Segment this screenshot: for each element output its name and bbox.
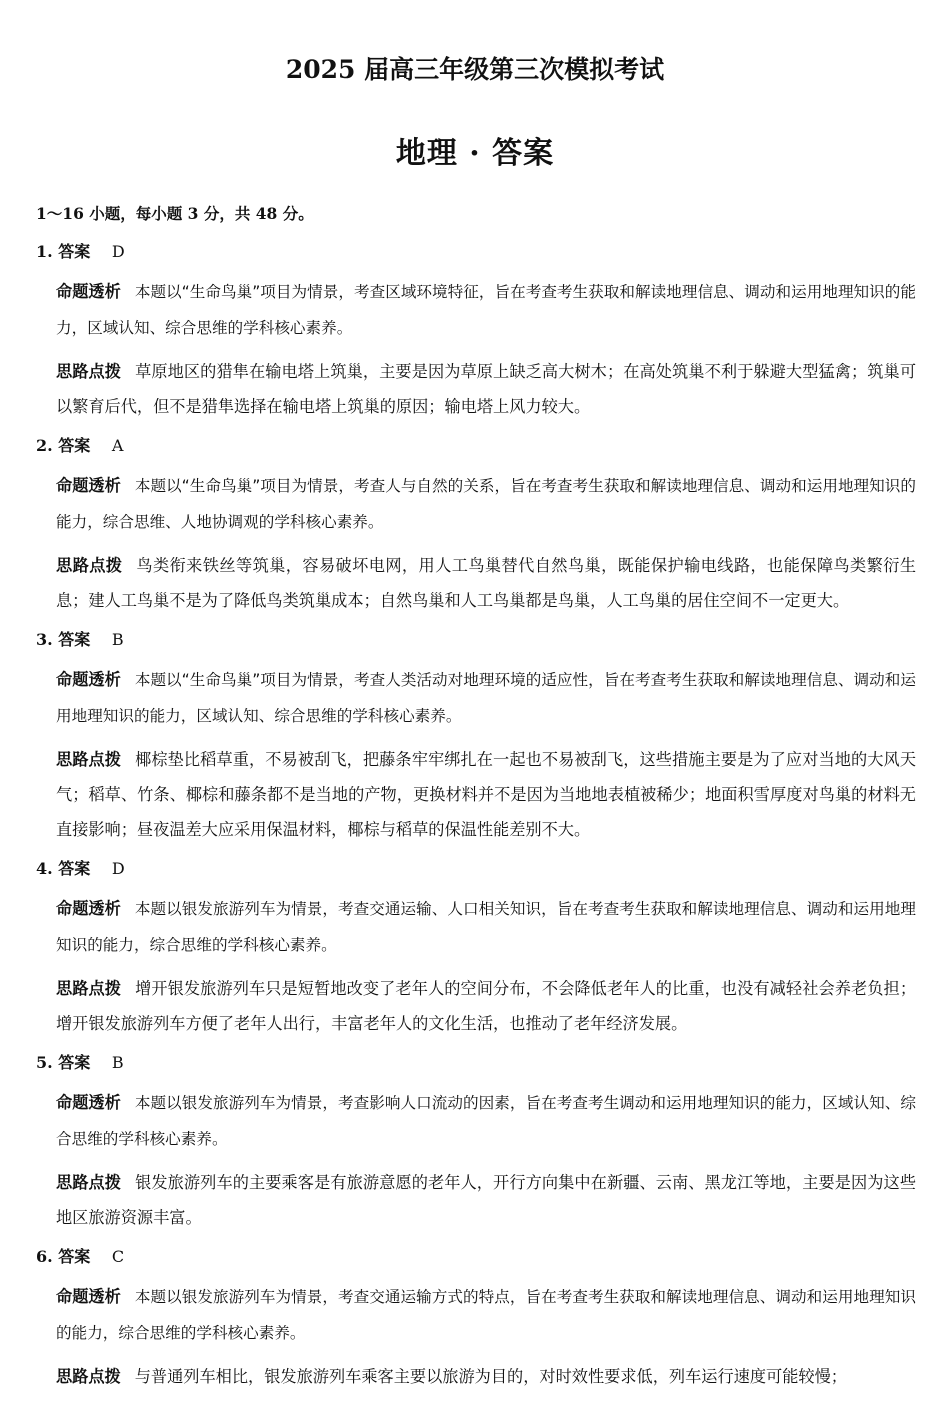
question-1 — [36, 238, 916, 424]
answer-value: B — [111, 1053, 124, 1072]
question-header — [36, 432, 916, 460]
answer-label: 答案 — [58, 242, 91, 261]
question-number: 5. — [36, 1053, 53, 1072]
hint-paragraph — [56, 1359, 916, 1394]
question-header — [36, 1243, 916, 1271]
answer-value: A — [111, 436, 124, 455]
analysis-text: 本题以“生命鸟巢”项目为情景，考查人与自然的关系，旨在考查考生获取和解读地理信息、调动和运用地理知识的能力，综合思维、人地协调观的学科核心素养。 — [56, 477, 916, 531]
hint-label: 思路点拨 — [56, 556, 123, 575]
hint-paragraph — [56, 354, 916, 424]
question-number: 3. — [36, 630, 53, 649]
answer-label: 答案 — [58, 436, 91, 455]
question-header — [36, 626, 916, 654]
analysis-text: 本题以银发旅游列车为情景，考查影响人口流动的因素，旨在考查考生调动和运用地理知识的能力，区域认知、综合思维的学科核心素养。 — [56, 1094, 916, 1148]
hint-text: 椰棕垫比稻草重，不易被刮飞，把藤条牢牢绑扎在一起也不易被刮飞，这些措施主要是为了应对当地的大风天气；稻草、竹条、椰棕和藤条都不是当地的产物，更换材料并不是因为当地地表植被稀少；地面积雪厚度对鸟巢的材料无直接影响；昼夜温差大应采用保温材料，椰棕与稻草的保温性能差别不大。 — [56, 750, 917, 839]
analysis-paragraph — [56, 891, 916, 963]
analysis-label: 命题透析 — [56, 282, 121, 301]
hint-label: 思路点拨 — [56, 362, 122, 381]
answer-content — [36, 199, 916, 1402]
question-number: 1. — [36, 242, 53, 261]
hint-text: 银发旅游列车的主要乘客是有旅游意愿的老年人，开行方向集中在新疆、云南、黑龙江等地，主要是因为这些地区旅游资源丰富。 — [56, 1173, 917, 1227]
answer-label: 答案 — [58, 630, 91, 649]
analysis-label: 命题透析 — [56, 476, 121, 495]
hint-paragraph — [56, 742, 916, 847]
question-header — [36, 855, 916, 883]
hint-label: 思路点拨 — [56, 979, 122, 998]
analysis-label: 命题透析 — [56, 670, 121, 689]
hint-text: 鸟类衔来铁丝等筑巢，容易破坏电网，用人工鸟巢替代自然鸟巢，既能保护输电线路，也能保障鸟类繁衍生息；建人工鸟巢不是为了降低鸟类筑巢成本；自然鸟巢和人工鸟巢都是鸟巢，人工鸟巢的居住空间不一定更大。 — [56, 556, 917, 610]
answer-label: 答案 — [58, 1247, 91, 1266]
analysis-paragraph — [56, 274, 916, 346]
question-number: 2. — [36, 436, 53, 455]
hint-label: 思路点拨 — [56, 1173, 122, 1192]
hint-paragraph — [56, 548, 916, 618]
question-header — [36, 238, 916, 266]
analysis-label: 命题透析 — [56, 899, 121, 918]
hint-paragraph — [56, 971, 916, 1041]
analysis-label: 命题透析 — [56, 1093, 121, 1112]
hint-text: 草原地区的猎隼在输电塔上筑巢，主要是因为草原上缺乏高大树木；在高处筑巢不利于躲避大型猛禽；筑巢可以繁育后代，但不是猎隼选择在输电塔上筑巢的原因；输电塔上风力较大。 — [56, 362, 917, 416]
page-subtitle: 地理 · 答案 — [395, 136, 555, 171]
hint-label: 思路点拨 — [56, 1367, 121, 1386]
answer-value: C — [111, 1247, 125, 1266]
hint-paragraph — [56, 1165, 916, 1235]
question-2 — [36, 432, 916, 618]
question-number: 4. — [36, 859, 53, 878]
analysis-paragraph — [56, 468, 916, 540]
analysis-text: 本题以“生命鸟巢”项目为情景，考查区域环境特征，旨在考查考生获取和解读地理信息、调动和运用地理知识的能力，区域认知、综合思维的学科核心素养。 — [56, 283, 916, 337]
analysis-paragraph — [56, 662, 916, 734]
page-title: 2025 届高三年级第三次模拟考试 — [285, 55, 665, 84]
question-5 — [36, 1049, 916, 1235]
analysis-paragraph — [56, 1085, 916, 1157]
answer-label: 答案 — [58, 1053, 91, 1072]
analysis-text: 本题以“生命鸟巢”项目为情景，考查人类活动对地理环境的适应性，旨在考查考生获取和解读地理信息、调动和运用地理知识的能力，区域认知、综合思维的学科核心素养。 — [56, 671, 916, 725]
question-6 — [36, 1243, 916, 1394]
answer-label: 答案 — [58, 859, 91, 878]
question-header — [36, 1049, 916, 1077]
question-3 — [36, 626, 916, 847]
question-4 — [36, 855, 916, 1041]
hint-text: 增开银发旅游列车只是短暂地改变了老年人的空间分布，不会降低老年人的比重，也没有减轻社会养老负担；增开银发旅游列车方便了老年人出行，丰富老年人的文化生活，也推动了老年经济发展。 — [56, 979, 917, 1033]
answer-value: D — [111, 242, 125, 261]
hint-text: 与普通列车相比，银发旅游列车乘客主要以旅游为目的，对时效性要求低，列车运行速度可能较慢； — [134, 1367, 847, 1386]
answer-value: D — [111, 859, 125, 878]
analysis-label: 命题透析 — [56, 1287, 121, 1306]
analysis-text: 本题以银发旅游列车为情景，考查交通运输、人口相关知识，旨在考查考生获取和解读地理信息、调动和运用地理知识的能力，综合思维的学科核心素养。 — [56, 900, 916, 954]
question-number: 6. — [36, 1247, 53, 1266]
answer-value: B — [111, 630, 124, 649]
analysis-text: 本题以银发旅游列车为情景，考查交通运输方式的特点，旨在考查考生获取和解读地理信息、调动和运用地理知识的能力，综合思维的学科核心素养。 — [56, 1288, 916, 1342]
hint-label: 思路点拨 — [56, 750, 122, 769]
score-note: 1～16 小题，每小题 3 分，共 48 分。 — [36, 204, 314, 223]
analysis-paragraph — [56, 1279, 916, 1351]
